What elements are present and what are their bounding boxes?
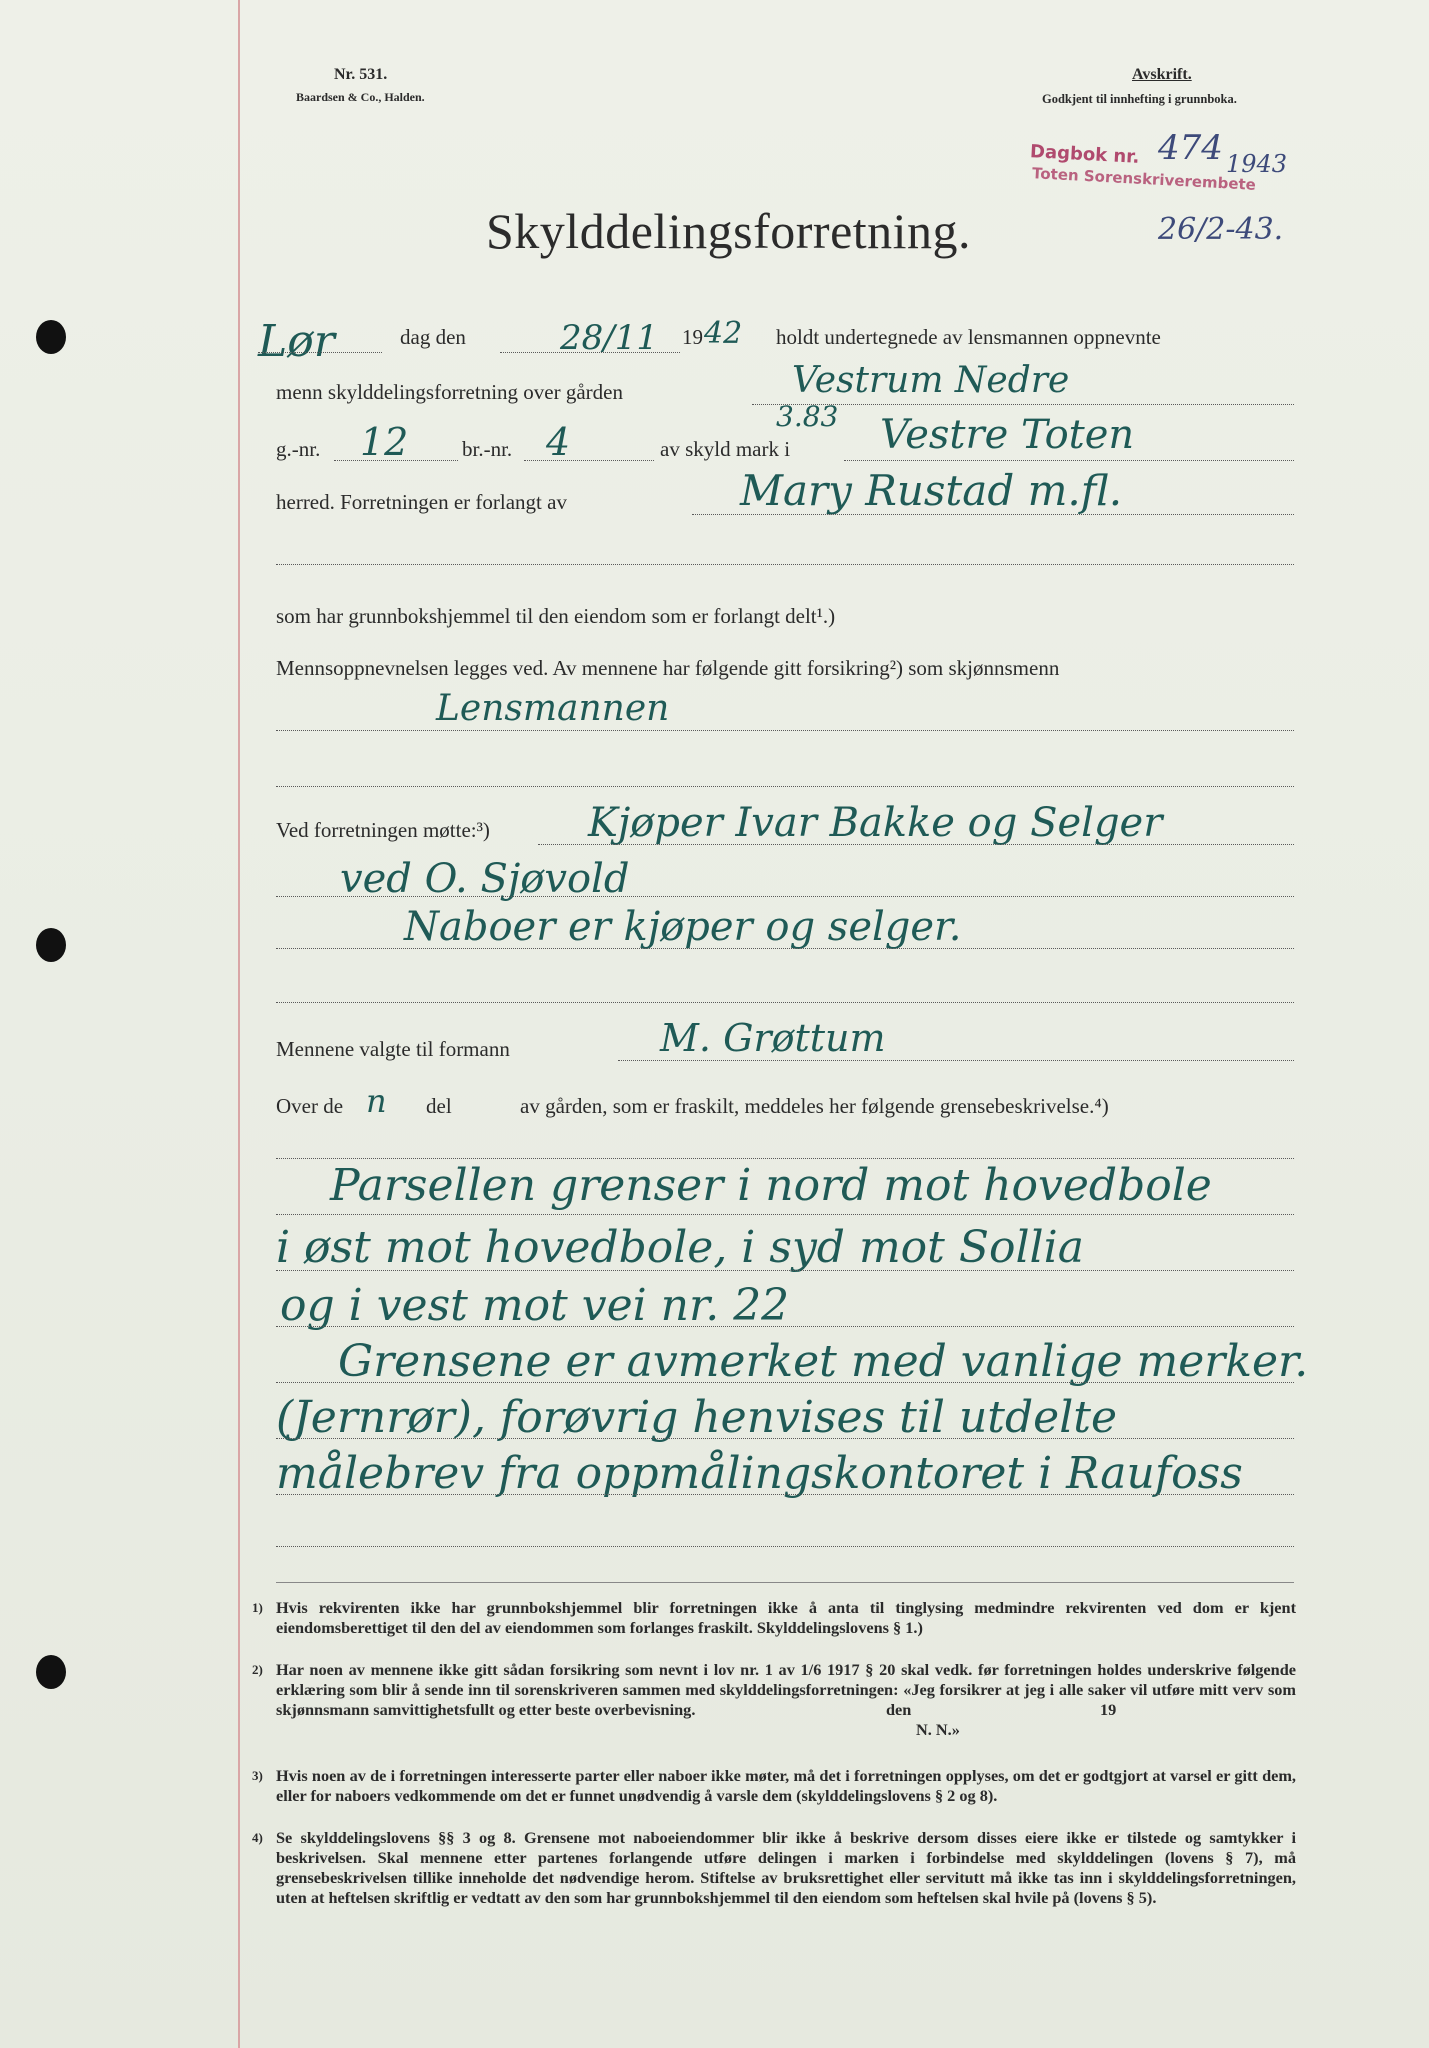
publisher: Baardsen & Co., Halden. [296,90,425,104]
page-title: Skylddelingsforretning. [486,203,972,259]
rule-motte-4 [276,1002,1294,1003]
boundary-line-1: Parsellen grenser i nord mot hovedbole [330,1160,1212,1211]
footnote-4-text: Se skylddelingslovens §§ 3 og 8. Grensene mot naboeiendommer blir ikke å beskrive dersom disses eiere ikke er tilstede og samtykker i beskrivelsen. Skal mennene etter partenes forlangende utføre delingen i marken i forbindelse med skylddelingen (lovens § 7), må grensebeskrivelsen tillike inneholde det nødvendige herom. Stiftelse av bruksrettighet eller servitutt må ikke tas inn i skylddelingsforretningen, uten at heftelsen skriftlig er vedtatt av den som har grunnbokshjemmel til den eiendom som heftelsen skal hvile på (lovens § 5). [276,1828,1296,1907]
forsikring-value: Lensmannen [436,688,670,729]
boundary-line-6: målebrev fra oppmålingskontoret i Raufoss [276,1448,1243,1499]
over-label-2: del [426,1094,452,1118]
rule-brnr [524,460,654,461]
boundary-line-4: Grensene er avmerket med vanlige merker. [338,1336,1309,1387]
rule-forsikring [276,730,1294,731]
motte-line-3: Naboer er kjøper og selger. [404,904,962,950]
rule-boundary-7 [276,1546,1294,1547]
footnote-1 [252,1598,1296,1638]
gnr-label: g.-nr. [276,437,321,461]
year-prefix: 19 [682,325,703,349]
menn-oppnevn-text: Mennsoppnevnelsen legges ved. Av mennene har følgende gitt forsikring²) som skjønnsmenn [276,656,1060,680]
footnote-3-number: 3) [252,1768,263,1783]
footnote-3 [252,1766,1296,1806]
rule-motte-1 [538,844,1294,845]
weekday-value: Lør [258,316,335,367]
rule-municipality [844,460,1294,461]
stamp-year-printed: 1943 [1226,150,1288,178]
footnote-1-number: 1) [252,1600,263,1615]
footnote-2-nn: N. N.» [916,1720,960,1739]
rule-motte-3 [276,948,1294,949]
form-number: Nr. 531. [334,66,388,83]
rule-weekday [258,352,382,353]
rule-boundary-2 [276,1270,1294,1271]
rule-boundary-0 [276,1158,1294,1159]
rule-boundary-3 [276,1326,1294,1327]
farm-value: Vestrum Nedre [792,360,1070,401]
stamp-dagbok-number: 474 [1158,128,1223,168]
dag-den-label: dag den [400,325,466,349]
rule-blank-1 [276,564,1294,565]
held-text: holdt undertegnede av lensmannen oppnevnte [776,325,1161,349]
footnote-4 [252,1828,1296,1908]
stamp-office: Toten Sorenskriverembete [1031,164,1257,194]
date-value: 28/11 [560,318,658,358]
over-hand: n [366,1082,387,1120]
rule-gnr [334,460,458,461]
rule-boundary-5 [276,1438,1294,1439]
footnote-2-year: 19 [1100,1700,1117,1719]
brnr-label: br.-nr. [462,437,513,461]
footnote-2 [252,1660,1296,1740]
rule-motte-2 [276,896,1294,897]
boundary-line-3: og i vest mot vei nr. 22 [280,1280,790,1331]
over-label-3: av gården, som er fraskilt, meddeles her følgende grensebeskrivelse.⁴) [520,1094,1109,1118]
over-label-1: Over de [276,1094,344,1118]
boundary-line-5: (Jernrør), forøvrig henvises til utdelte [276,1392,1117,1443]
rule-formann [618,1060,1294,1061]
requester-value: Mary Rustad m.fl. [740,466,1123,515]
rule-boundary-4 [276,1382,1294,1383]
footnote-2-den: den [886,1700,912,1719]
rule-date [500,352,680,353]
footnote-4-number: 4) [252,1830,263,1845]
rule-blank-2 [276,786,1294,787]
approval-note: Godkjent til innhefting i grunnboka. [1042,92,1237,106]
motte-label: Ved forretningen møtte:³) [276,818,490,842]
hjemmel-text: som har grunnbokshjemmel til den eiendom som er forlangt delt¹.) [276,604,836,628]
skyld-value: 3.83 [776,400,839,433]
margin-line [238,0,240,2048]
footnote-1-text: Hvis rekvirenten ikke har grunnbokshjemmel blir forretningen ikke å anta til tinglysing medmindre rekvirenten ved dom er kjent eiendomsberettiget til den del av eiendommen som forlanges fraskilt. Skylddelingslovens § 1.) [276,1598,1296,1637]
motte-line-2: ved O. Sjøvold [340,856,630,902]
footnote-separator [276,1582,1294,1583]
copy-label: Avskrift. [1132,66,1192,83]
gnr-value: 12 [360,420,409,464]
punch-hole-top [36,320,66,354]
year-value: 42 [704,316,743,351]
menn-text: menn skylddelingsforretning over gården [276,380,623,404]
stamp-date: 26/2-43. [1158,212,1284,247]
stamp-dagbok-label: Dagbok nr. [1029,141,1140,168]
brnr-value: 4 [546,420,571,464]
punch-hole-bottom [36,1655,66,1689]
herred-text: herred. Forretningen er forlangt av [276,490,567,514]
footnote-2-number: 2) [252,1662,263,1677]
rule-boundary-6 [276,1494,1294,1495]
formann-label: Mennene valgte til formann [276,1037,510,1061]
formann-value: M. Grøttum [660,1016,886,1060]
punch-hole-middle [36,928,66,962]
footnote-2-text: Har noen av mennene ikke gitt sådan forsikring som nevnt i lov nr. 1 av 1/6 1917 § 20 skal vedk. før forretningen holdes underskrive følgende erklæring som blir å sende inn til sorenskriveren sammen med skylddelingsforretningen: «Jeg forsikrer at jeg i alle saker vil utføre mitt verv som skjønnsmann samvittighetsfullt og etter beste overbevisning. [276,1660,1296,1719]
footnote-3-text: Hvis noen av de i forretningen interesserte parter eller naboer ikke møter, må det i forretningen opplyses, om det er godtgjort at varsel er gitt dem, eller for naboers vedkommende om det er funnet unødvendig å varsle dem (skylddelingslovens § 2 og 8). [276,1766,1296,1805]
skyld-label: av skyld mark i [660,437,791,461]
rule-boundary-1 [276,1214,1294,1215]
rule-requester [692,514,1294,515]
municipality-value: Vestre Toten [880,412,1135,458]
boundary-line-2: i øst mot hovedbole, i syd mot Sollia [276,1222,1084,1273]
footnote-2-tail [276,1700,1296,1740]
motte-line-1: Kjøper Ivar Bakke og Selger [588,800,1163,846]
